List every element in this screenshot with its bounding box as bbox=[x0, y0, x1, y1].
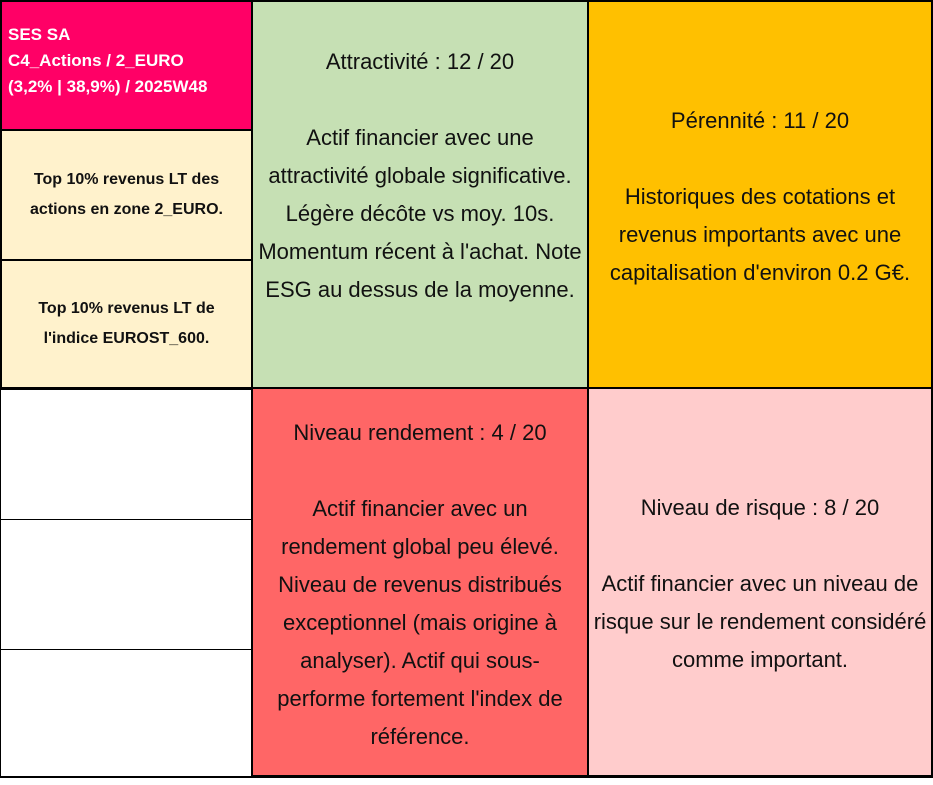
perennite-text: Historiques des cotations et revenus importants avec une capitalisation d'environ 0.2 G€. bbox=[609, 184, 911, 285]
empty-cell bbox=[0, 389, 253, 520]
rendement-text: Actif financier avec un rendement global peu élevé. Niveau de revenus distribués exceptionnel (mais origine à analyser). Actif qui sous-performe fortement l'index de référence. bbox=[277, 496, 563, 749]
risque-text: Actif financier avec un niveau de risque sur le rendement considéré comme important. bbox=[593, 571, 927, 672]
asset-category: C4_Actions / 2_EURO bbox=[8, 51, 184, 70]
attractivite-title: Attractivité : 12 / 20 bbox=[325, 49, 515, 74]
empty-cell bbox=[0, 649, 253, 777]
rendement-cell bbox=[251, 387, 589, 777]
note-index-text: Top 10% revenus LT de l'indice EUROST_600. bbox=[38, 300, 215, 347]
empty-cell bbox=[0, 519, 253, 650]
asset-yield-week: (3,2% | 38,9%) / 2025W48 bbox=[8, 77, 208, 96]
note-cell-index bbox=[0, 259, 253, 389]
attractivite-cell bbox=[251, 0, 589, 389]
bottom-border bbox=[0, 777, 933, 785]
perennite-title: Pérennité : 11 / 20 bbox=[670, 108, 850, 133]
note-cell-zone bbox=[0, 129, 253, 261]
rendement-title: Niveau rendement : 4 / 20 bbox=[293, 420, 547, 445]
asset-name: SES SA bbox=[8, 25, 71, 44]
note-zone-text: Top 10% revenus LT des actions en zone 2_EURO. bbox=[30, 171, 223, 218]
risque-title: Niveau de risque : 8 / 20 bbox=[640, 495, 880, 520]
asset-header-cell bbox=[0, 0, 253, 131]
risque-cell bbox=[587, 387, 933, 777]
attractivite-text: Actif financier avec une attractivité globale significative. Légère décôte vs moy. 10s. Momentum récent à l'achat. Note ESG au dessus de la moyenne. bbox=[258, 125, 582, 302]
perennite-cell bbox=[587, 0, 933, 389]
